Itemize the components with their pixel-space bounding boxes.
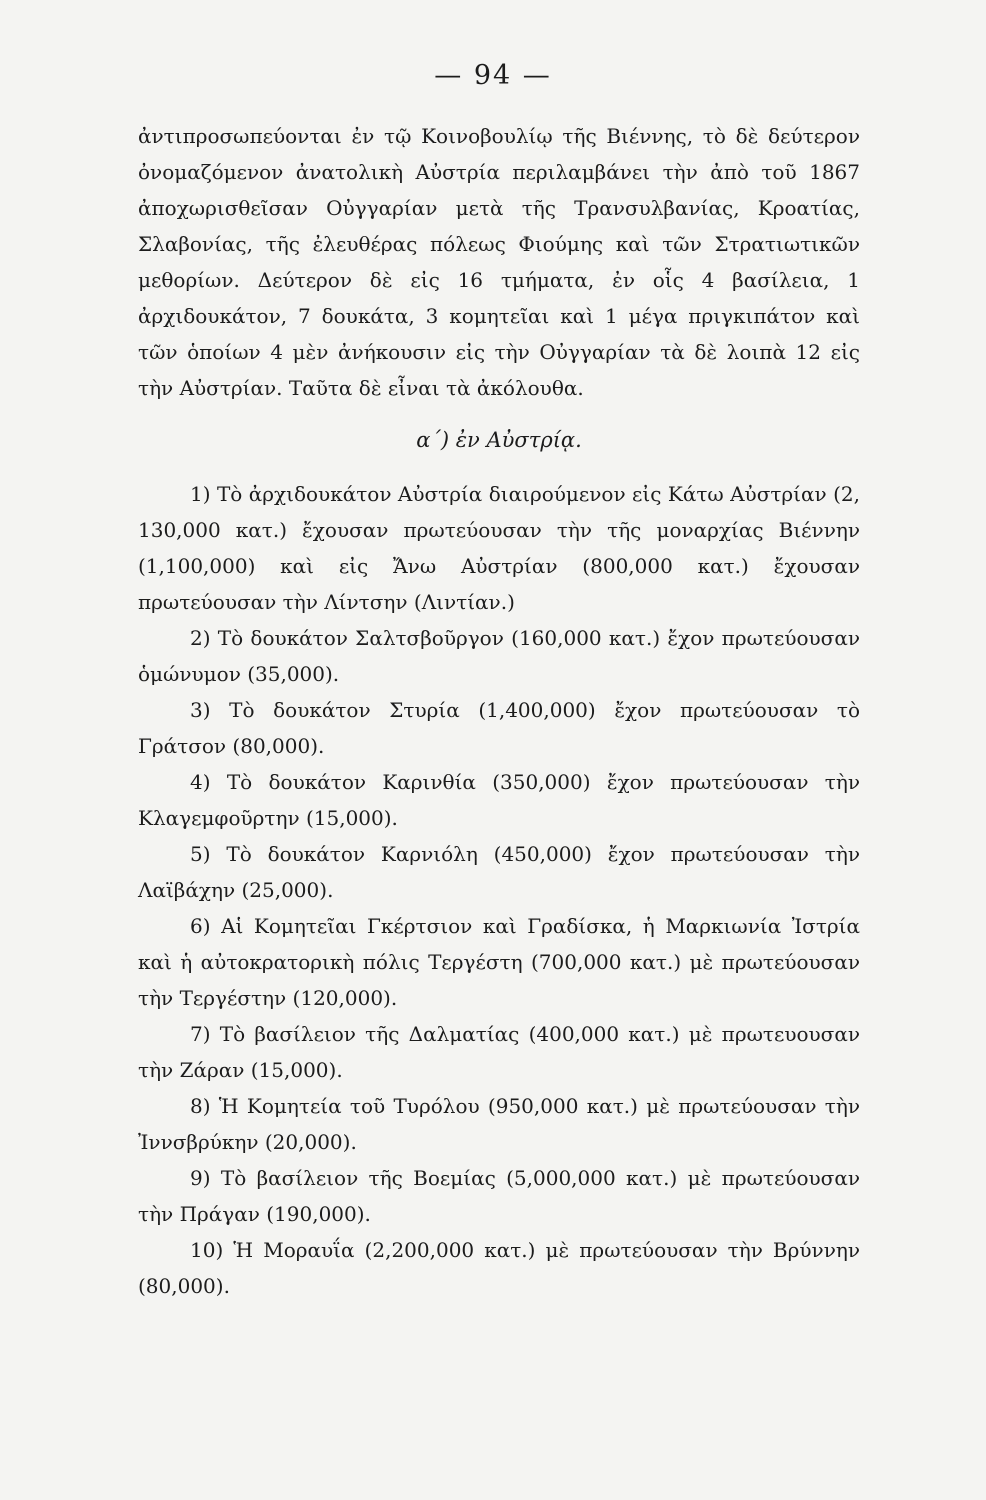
section-heading: α΄) ἐν Αὐστρίᾳ. bbox=[416, 428, 582, 452]
list-item: 2) Τὸ δουκάτον Σαλτσβοῦργον (160,000 κατ.) ἔχον πρωτεύουσαν ὁμώνυμον (35,000). bbox=[138, 626, 860, 686]
page-number: — 94 — bbox=[434, 60, 552, 91]
list-item: 7) Τὸ βασίλειον τῆς Δαλματίας (400,000 κατ.) μὲ πρωτευουσαν τὴν Ζάραν (15,000). bbox=[138, 1022, 860, 1082]
list-item: 9) Τὸ βασίλειον τῆς Βοεμίας (5,000,000 κατ.) μὲ πρωτεύουσαν τὴν Πράγαν (190,000). bbox=[138, 1166, 860, 1226]
intro-paragraph: ἀντιπροσωπεύονται ἐν τῷ Κοινοβουλίῳ τῆς Βιέννης, τὸ δὲ δεύτερον ὀνομαζόμενον ἀνατολικὴ Αὐστρία περιλαμβάνει τὴν ἀπὸ τοῦ 1867 ἀποχωρισθεῖσαν Οὐγγαρίαν μετὰ τῆς Τρανσυλβανίας, Κροατίας, Σλαβονίας, τῆς ἐλευθέρας πόλεως Φιούμης καὶ τῶν Στρατιωτικῶν μεθορίων. Δεύτερον δὲ εἰς 16 τμήματα, ἐν οἷς 4 βασίλεια, 1 ἀρχιδουκάτον, 7 δουκάτα, 3 κομητεῖαι καὶ 1 μέγα πριγκιπάτον καὶ τῶν ὁποίων 4 μὲν ἀνήκουσιν εἰς τὴν Οὐγγαρίαν τὰ δὲ λοιπὰ 12 εἰς τὴν Αὐστρίαν. Ταῦτα δὲ εἶναι τὰ ἀκόλουθα. bbox=[138, 124, 860, 400]
list-item: 6) Αἱ Κομητεῖαι Γκέρτσιον καὶ Γραδίσκα, ἡ Μαρκιωνία Ἰστρία καὶ ἡ αὐτοκρατορικὴ πόλις Τεργέστη (700,000 κατ.) μὲ πρωτεύουσαν τὴν Τεργέστην (120,000). bbox=[138, 914, 860, 1010]
list-item: 1) Τὸ ἀρχιδουκάτον Αὐστρία διαιρούμενον εἰς Κάτω Αὐστρίαν (2, 130,000 κατ.) ἔχουσαν πρωτεύουσαν τὴν τῆς μοναρχίας Βιέννην (1,100,000) καὶ εἰς Ἄνω Αὐστρίαν (800,000 κατ.) ἔχουσαν πρωτεύουσαν τὴν Λίντσην (Λιντίαν.) bbox=[138, 482, 860, 614]
list-item: 8) Ἡ Κομητεία τοῦ Τυρόλου (950,000 κατ.) μὲ πρωτεύουσαν τὴν Ἰννσβρύκην (20,000). bbox=[138, 1094, 860, 1154]
list-item: 4) Τὸ δουκάτον Καρινθία (350,000) ἔχον πρωτεύουσαν τὴν Κλαγεμφοῦρτην (15,000). bbox=[138, 770, 860, 830]
list-item: 10) Ἡ Μοραυΐα (2,200,000 κατ.) μὲ πρωτεύουσαν τὴν Βρύννην (80,000). bbox=[138, 1238, 860, 1298]
list-item: 3) Τὸ δουκάτον Στυρία (1,400,000) ἔχον πρωτεύουσαν τὸ Γράτσον (80,000). bbox=[138, 698, 860, 758]
text-body bbox=[138, 118, 860, 1304]
list-item: 5) Τὸ δουκάτον Καρνιόλη (450,000) ἔχον πρωτεύουσαν τὴν Λαϊβάχην (25,000). bbox=[138, 842, 860, 902]
